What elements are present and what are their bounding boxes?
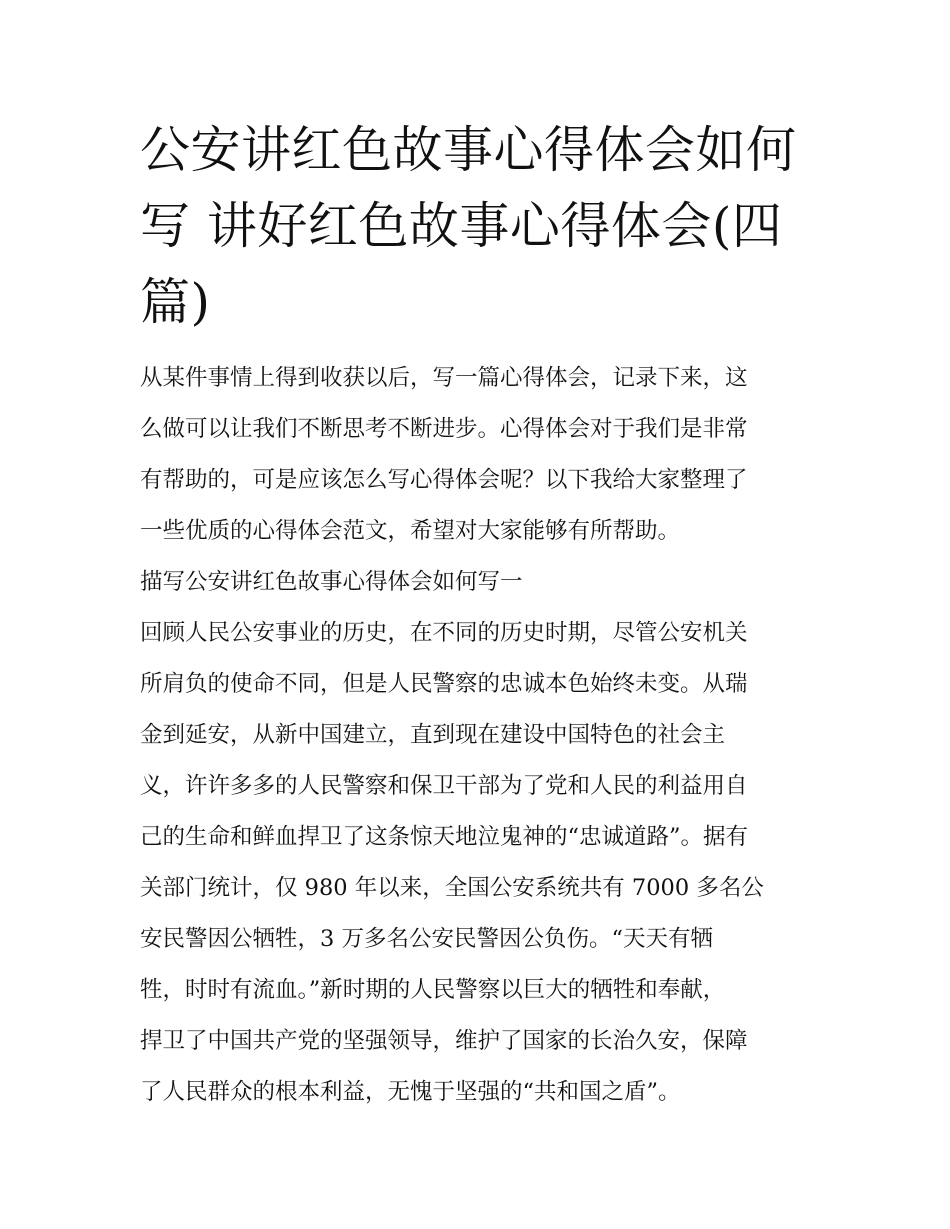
title-line: 篇) — [140, 273, 211, 331]
body-line: 己的生命和鲜血捍卫了这条惊天地泣鬼神的“忠诚道路”。据有 — [140, 824, 749, 850]
page-title — [140, 112, 810, 340]
body-line: 牲，时时有流血。”新时期的人民警察以巨大的牺牲和奉献， — [140, 977, 726, 1003]
title-line: 写 讲好红色故事心得体会(四 — [140, 197, 783, 255]
body-line: 关部门统计，仅 980 年以来，全国公安系统共有 7000 多名公 — [140, 875, 764, 901]
document-body — [140, 353, 815, 1118]
body-line: 捍卫了中国共产党的坚强领导，维护了国家的长治久安，保障 — [140, 1028, 748, 1054]
body-line: 回顾人民公安事业的历史，在不同的历史时期，尽管公安机关 — [140, 620, 748, 646]
body-line: 一些优质的心得体会范文，希望对大家能够有所帮助。 — [140, 518, 681, 544]
body-line: 安民警因公牺牲，3 万多名公安民警因公负伤。“天天有牺 — [140, 926, 713, 952]
body-line: 义，许许多多的人民警察和保卫干部为了党和人民的利益用自 — [140, 773, 748, 799]
title-line: 公安讲红色故事心得体会如何 — [140, 121, 797, 179]
body-line: 么做可以让我们不断思考不断进步。心得体会对于我们是非常 — [140, 416, 748, 442]
body-line: 从某件事情上得到收获以后，写一篇心得体会，记录下来，这 — [140, 365, 748, 391]
body-line: 所肩负的使命不同，但是人民警察的忠诚本色始终未变。从瑞 — [140, 671, 748, 697]
body-line: 有帮助的，可是应该怎么写心得体会呢？以下我给大家整理了 — [140, 467, 748, 493]
body-line: 了人民群众的根本利益，无愧于坚强的“共和国之盾”。 — [140, 1079, 681, 1105]
section-heading: 描写公安讲红色故事心得体会如何写一 — [140, 569, 523, 595]
body-line: 金到延安，从新中国建立，直到现在建设中国特色的社会主 — [140, 722, 726, 748]
